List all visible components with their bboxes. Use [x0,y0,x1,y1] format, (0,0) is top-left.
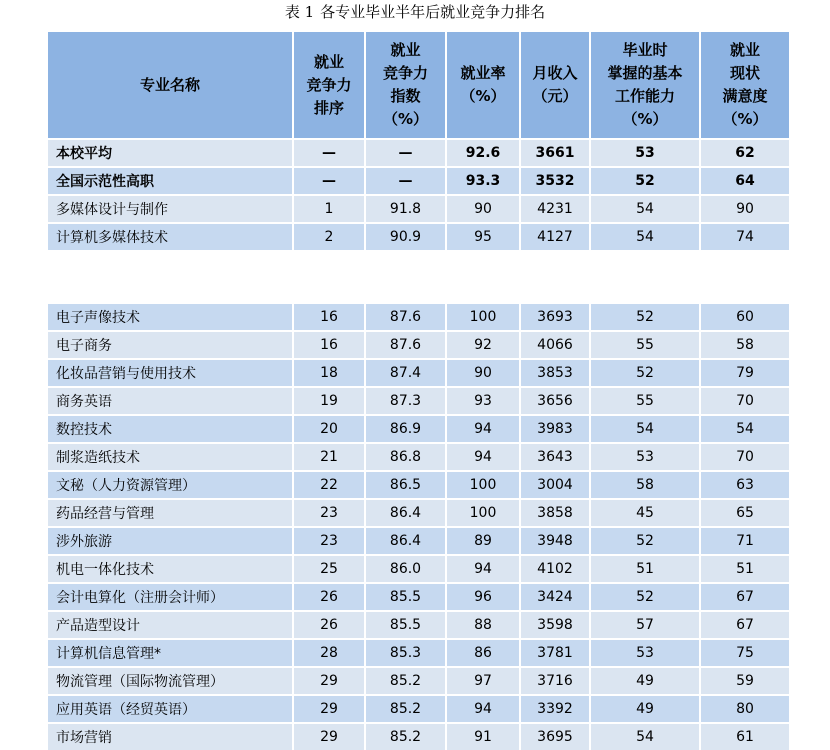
table-row [48,526,789,554]
cell-employment-rate: 100 [447,498,521,526]
header-rank: 就业 竞争力 排序 [294,32,366,138]
cell-employment-rate: 94 [447,694,521,722]
cell-basic-ability: 58 [591,470,701,498]
cell-basic-ability: 52 [591,358,701,386]
table-row [48,386,789,414]
cell-basic-ability: 53 [591,442,701,470]
table-row [48,470,789,498]
cell-satisfaction: 54 [701,414,789,442]
cell-major: 数控技术 [48,414,294,442]
cell-major: 化妆品营销与使用技术 [48,358,294,386]
cell-employment-rate: 90 [447,194,521,222]
cell-monthly-income: 4127 [521,222,591,250]
cell-employment-rate: 92 [447,330,521,358]
ranking-table [48,32,789,750]
cell-major: 全国示范性高职 [48,166,294,194]
cell-monthly-income: 3004 [521,470,591,498]
cell-satisfaction: 75 [701,638,789,666]
cell-basic-ability: 55 [591,386,701,414]
cell-major: 本校平均 [48,138,294,166]
cell-index: — [366,138,447,166]
cell-basic-ability: 53 [591,138,701,166]
cell-rank: — [294,138,366,166]
cell-rank: 20 [294,414,366,442]
header-employment-rate: 就业率 （%） [447,32,521,138]
cell-rank: 26 [294,610,366,638]
cell-rank: 23 [294,526,366,554]
cell-monthly-income: 3858 [521,498,591,526]
cell-employment-rate: 89 [447,526,521,554]
cell-major: 电子声像技术 [48,304,294,330]
cell-index: 87.6 [366,304,447,330]
header-satisfaction: 就业 现状 满意度 （%） [701,32,789,138]
cell-satisfaction: 65 [701,498,789,526]
cell-major: 应用英语（经贸英语） [48,694,294,722]
cell-major: 市场营销 [48,722,294,750]
cell-major: 多媒体设计与制作 [48,194,294,222]
cell-rank: 2 [294,222,366,250]
cell-employment-rate: 90 [447,358,521,386]
cell-basic-ability: 52 [591,166,701,194]
cell-index: — [366,166,447,194]
cell-rank: 21 [294,442,366,470]
cell-index: 91.8 [366,194,447,222]
cell-satisfaction: 70 [701,386,789,414]
cell-monthly-income: 3695 [521,722,591,750]
cell-basic-ability: 54 [591,222,701,250]
header-index: 就业 竞争力 指数 （%） [366,32,447,138]
table-row [48,610,789,638]
cell-index: 87.4 [366,358,447,386]
cell-basic-ability: 52 [591,582,701,610]
table-row [48,414,789,442]
cell-monthly-income: 3598 [521,610,591,638]
cell-index: 85.3 [366,638,447,666]
cell-rank: 28 [294,638,366,666]
cell-major: 涉外旅游 [48,526,294,554]
table-row [48,194,789,222]
cell-basic-ability: 49 [591,666,701,694]
cell-major: 商务英语 [48,386,294,414]
cell-employment-rate: 100 [447,470,521,498]
cell-rank: 16 [294,304,366,330]
cell-employment-rate: 93 [447,386,521,414]
cell-monthly-income: 4102 [521,554,591,582]
cell-satisfaction: 64 [701,166,789,194]
cell-major: 计算机信息管理* [48,638,294,666]
cell-index: 85.2 [366,694,447,722]
table-row [48,304,789,330]
cell-basic-ability: 52 [591,526,701,554]
cell-monthly-income: 3693 [521,304,591,330]
cell-employment-rate: 91 [447,722,521,750]
table-header-row [48,32,789,138]
cell-monthly-income: 3948 [521,526,591,554]
summary-row [48,166,789,194]
cell-basic-ability: 54 [591,722,701,750]
cell-rank: 29 [294,722,366,750]
cell-index: 87.3 [366,386,447,414]
cell-monthly-income: 3661 [521,138,591,166]
table-row [48,638,789,666]
cell-monthly-income: 3853 [521,358,591,386]
cell-employment-rate: 88 [447,610,521,638]
cell-index: 90.9 [366,222,447,250]
cell-major: 产品造型设计 [48,610,294,638]
cell-monthly-income: 3424 [521,582,591,610]
cell-employment-rate: 92.6 [447,138,521,166]
cell-monthly-income: 3656 [521,386,591,414]
cell-employment-rate: 96 [447,582,521,610]
row-gap [48,250,789,304]
cell-satisfaction: 61 [701,722,789,750]
cell-monthly-income: 3643 [521,442,591,470]
table-caption [0,2,830,22]
cell-major: 文秘（人力资源管理） [48,470,294,498]
row-gap-cell [48,250,789,304]
cell-major: 物流管理（国际物流管理） [48,666,294,694]
cell-employment-rate: 94 [447,442,521,470]
cell-rank: — [294,166,366,194]
cell-rank: 23 [294,498,366,526]
cell-basic-ability: 45 [591,498,701,526]
table-row [48,666,789,694]
cell-satisfaction: 58 [701,330,789,358]
header-major-name: 专业名称 [48,32,294,138]
cell-index: 86.4 [366,498,447,526]
cell-employment-rate: 86 [447,638,521,666]
cell-basic-ability: 57 [591,610,701,638]
header-monthly-income: 月收入 （元） [521,32,591,138]
cell-index: 86.8 [366,442,447,470]
cell-employment-rate: 95 [447,222,521,250]
cell-basic-ability: 54 [591,194,701,222]
cell-monthly-income: 3781 [521,638,591,666]
cell-basic-ability: 49 [591,694,701,722]
cell-rank: 29 [294,694,366,722]
table-row [48,330,789,358]
cell-satisfaction: 80 [701,694,789,722]
cell-monthly-income: 3392 [521,694,591,722]
table-row [48,358,789,386]
cell-major: 计算机多媒体技术 [48,222,294,250]
cell-satisfaction: 79 [701,358,789,386]
cell-monthly-income: 4066 [521,330,591,358]
cell-rank: 16 [294,330,366,358]
cell-index: 86.0 [366,554,447,582]
cell-index: 86.4 [366,526,447,554]
cell-monthly-income: 3532 [521,166,591,194]
cell-satisfaction: 67 [701,582,789,610]
cell-satisfaction: 62 [701,138,789,166]
cell-satisfaction: 67 [701,610,789,638]
cell-rank: 25 [294,554,366,582]
cell-rank: 19 [294,386,366,414]
table-row [48,498,789,526]
cell-employment-rate: 100 [447,304,521,330]
cell-index: 85.2 [366,666,447,694]
cell-rank: 18 [294,358,366,386]
cell-basic-ability: 55 [591,330,701,358]
cell-employment-rate: 93.3 [447,166,521,194]
table-row [48,722,789,750]
cell-basic-ability: 54 [591,414,701,442]
summary-row [48,138,789,166]
cell-basic-ability: 52 [591,304,701,330]
cell-satisfaction: 60 [701,304,789,330]
caption-title: 各专业毕业半年后就业竞争力排名 [320,3,546,21]
cell-employment-rate: 94 [447,554,521,582]
cell-satisfaction: 59 [701,666,789,694]
cell-satisfaction: 74 [701,222,789,250]
table-row [48,694,789,722]
cell-monthly-income: 3983 [521,414,591,442]
cell-major: 药品经营与管理 [48,498,294,526]
cell-satisfaction: 63 [701,470,789,498]
cell-index: 85.5 [366,582,447,610]
cell-major: 会计电算化（注册会计师） [48,582,294,610]
cell-satisfaction: 51 [701,554,789,582]
cell-monthly-income: 3716 [521,666,591,694]
cell-index: 85.2 [366,722,447,750]
cell-rank: 22 [294,470,366,498]
cell-index: 86.9 [366,414,447,442]
caption-number: 表 1 [284,3,315,21]
cell-major: 机电一体化技术 [48,554,294,582]
cell-satisfaction: 90 [701,194,789,222]
cell-satisfaction: 70 [701,442,789,470]
table-body [48,138,789,750]
cell-basic-ability: 51 [591,554,701,582]
cell-rank: 29 [294,666,366,694]
header-basic-ability: 毕业时 掌握的基本 工作能力 （%） [591,32,701,138]
cell-employment-rate: 97 [447,666,521,694]
cell-rank: 1 [294,194,366,222]
table-row [48,554,789,582]
table-row [48,582,789,610]
cell-index: 87.6 [366,330,447,358]
cell-major: 制浆造纸技术 [48,442,294,470]
cell-rank: 26 [294,582,366,610]
cell-satisfaction: 71 [701,526,789,554]
cell-index: 86.5 [366,470,447,498]
cell-employment-rate: 94 [447,414,521,442]
table-row [48,442,789,470]
cell-major: 电子商务 [48,330,294,358]
cell-monthly-income: 4231 [521,194,591,222]
table-row [48,222,789,250]
cell-index: 85.5 [366,610,447,638]
cell-basic-ability: 53 [591,638,701,666]
